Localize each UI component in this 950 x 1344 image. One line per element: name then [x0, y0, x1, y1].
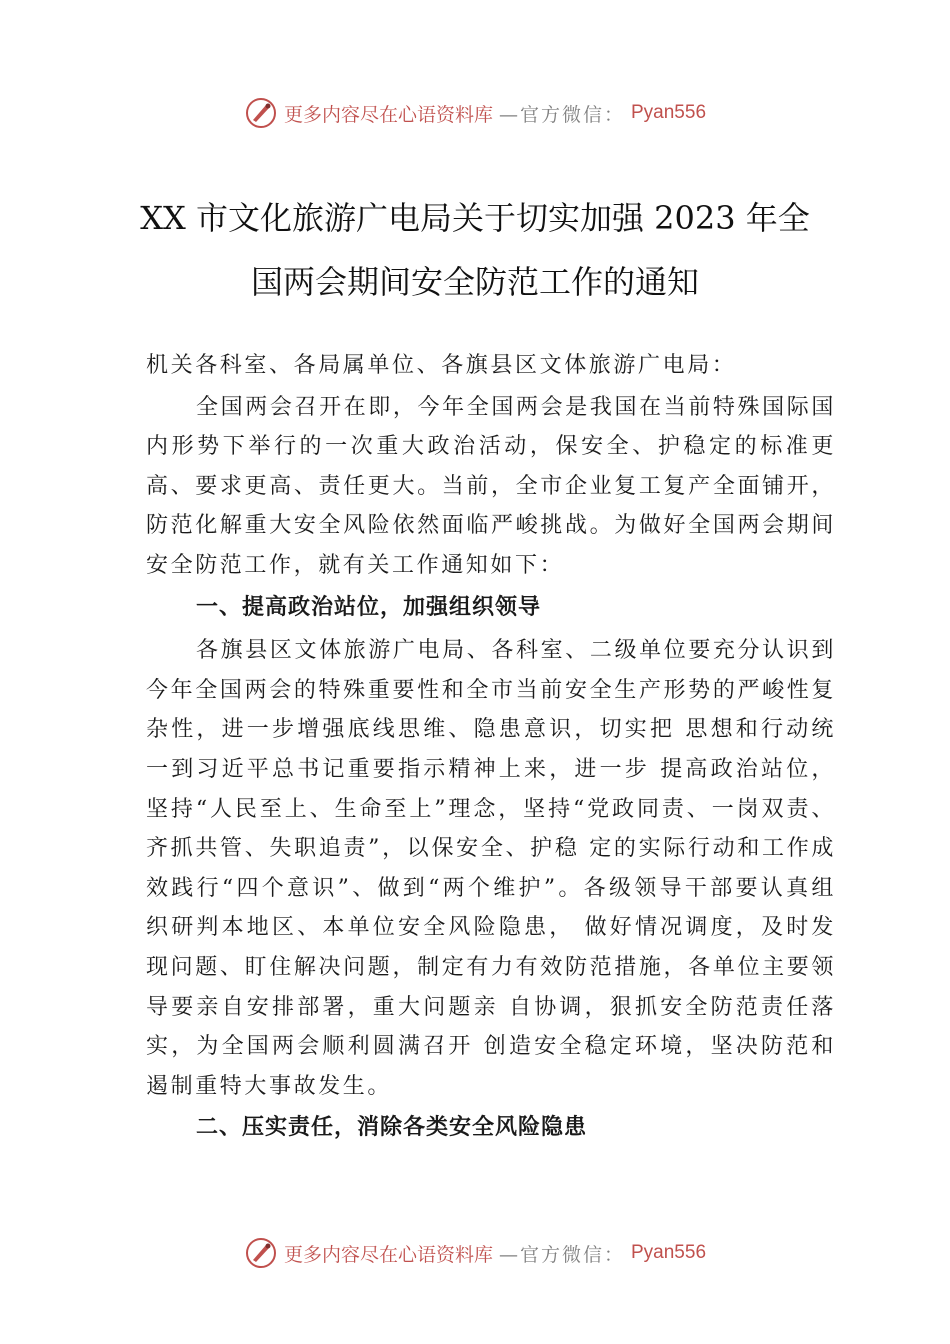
watermark-text-id: Pyan556 — [631, 1242, 707, 1263]
watermark-text-label: —官方微信： — [498, 1243, 625, 1266]
document-title: XX 市文化旅游广电局关于切实加强 2023 年全国两会期间安全防范工作的通知 — [140, 199, 810, 301]
watermark-text-id: Pyan556 — [631, 102, 707, 123]
greeting-line: 机关各科室、各局属单位、各旗县区文体旅游广电局： — [146, 353, 737, 378]
intro-paragraph: 全国两会召开在即，今年全国两会是我国在当前特殊国际国内形势下举行的一次重大政治活动，保安全、护稳定的标准更高、要求更高、责任更大。当前，全市企业复工复产全面铺开，防范化解重大安全风险依然面临严峻挑战。为做好全国两会期间安全防范工作，就有关工作通知如下： — [146, 394, 836, 578]
watermark-header — [0, 96, 950, 130]
stamp-seal-icon — [244, 1236, 278, 1270]
section-2-heading: 二、压实责任，消除各类安全风险隐患 — [196, 1115, 588, 1141]
section-1-paragraph: 各旗县区文体旅游广电局、各科室、二级单位要充分认识到今年全国两会的特殊重要性和全市当前安全生产形势的严峻性复杂性，进一步增强底线思维、隐患意识，切实把 思想和行动统一到习近平总书记重要指示精神上来，进一步 提高政治站位，坚持“人民至上、生命至上”理念，坚持“党政同责、一岗双责、齐抓共管、失职追责”，以保安全、护稳 定的实际行动和工作成效践行“四个意识”、做到“两个维护”。各级领导干部要认真组织研判本地区、本单位安全风险隐患， 做好情况调度，及时发现问题、盯住解决问题，制定有力有效防范措施，各单位主要领导要亲自安排部署，重大问题亲 自协调，狠抓安全防范责任落实，为全国两会顺利圆满召开 创造安全稳定环境，坚决防范和遏制重特大事故发生。 — [146, 638, 836, 1099]
watermark-text-label: —官方微信： — [498, 103, 625, 126]
watermark-footer — [0, 1236, 950, 1270]
stamp-seal-icon — [244, 96, 278, 130]
document-body — [146, 346, 836, 1152]
watermark-text-main: 更多内容尽在心语资料库 — [283, 103, 493, 126]
watermark-text-main: 更多内容尽在心语资料库 — [283, 1243, 493, 1266]
section-1-heading: 一、提高政治站位，加强组织领导 — [196, 594, 542, 620]
